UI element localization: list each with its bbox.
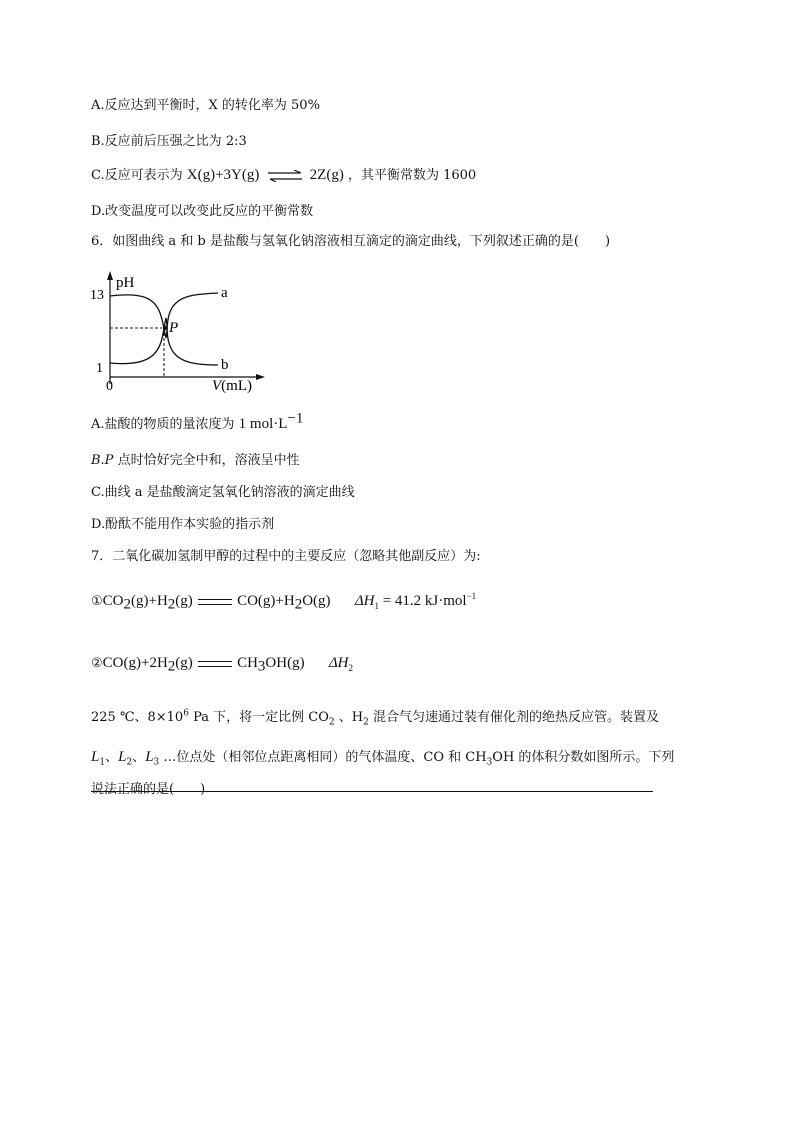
y-axis-label: pH [116,275,135,291]
reaction-2-right-b: OH(g) [265,655,305,671]
reaction-1 [91,592,476,611]
q7-conditions-d: 混合气匀速通过装有催化剂的绝热反应管。装置及 [368,710,659,725]
point-p-label: P [169,320,179,336]
sub-3: 3 [257,658,266,675]
q7-sub-co2: 2 [328,717,335,728]
delta-h2 [329,655,353,671]
q7-conditions-b: Pa 下，将一定比例 CO [188,710,329,725]
q6-option-a-exponent: −1 [287,410,304,427]
equals-double-line-icon-2 [198,661,232,667]
q6-option-a-text: A.盐酸的物质的量浓度为 [91,417,235,432]
l2-symbol: L [118,749,127,765]
curve-b [110,318,218,365]
delta-h1-sub: 1 [374,601,379,611]
bottom-rule [91,791,653,792]
sub-2: 2 [123,596,131,613]
reaction-2-mark: ② [91,656,103,671]
q5-option-c-suffix: ，其平衡常数为 1600 [347,168,477,183]
reaction-2-right-a: CH [237,655,258,671]
l1-sub: 1 [99,757,106,768]
y-axis-arrow-icon [107,271,113,280]
reaction-1-mark: ① [91,594,103,609]
equilibrium-arrow-icon [266,170,304,182]
l3-sub: 3 [153,757,160,768]
reaction-2-left-a: CO(g)+2H [102,655,168,671]
q6-option-d: D.酚酞不能用作本实验的指示剂 [91,517,275,532]
q7-paragraph-line-3: 说法正确的是( ) [91,782,206,797]
q6-option-b-rest: 点时恰好完全中和，溶液呈中性 [113,453,300,468]
point-p-marker [163,326,167,330]
q6-option-b [91,452,300,470]
q7-conditions-a: 225 ℃、8×10 [91,710,184,725]
q6-option-a-value: 1 mol·L [238,416,288,432]
q6-option-a [91,410,304,434]
origin-label: 0 [106,379,113,394]
q5-option-b: B.反应前后压强之比为 2:3 [91,134,247,149]
x-axis-label-var: V [212,378,222,394]
delta-h1-exponent: −1 [466,591,477,601]
l1-symbol: L [91,749,100,765]
q5-option-c [91,166,476,185]
q7-sub-h2: 2 [363,717,369,728]
reaction-2-left-b: (g) [175,655,193,671]
q7-paragraph-line-1 [91,709,659,727]
titration-curve-graph [88,266,268,396]
delta-h2-sub: 2 [348,663,353,673]
delta-h1-value: = 41.2 kJ·mol [378,593,467,609]
x-axis-arrow-icon [256,374,265,380]
q7-sub-ch3: 3 [486,757,493,768]
q7-conditions-exp: 6 [183,708,189,719]
q5-equation-left: X(g)+3Y(g) [186,167,260,183]
l3-symbol: L [145,749,154,765]
sub-2c: 2 [294,596,303,613]
q7-stem: 7．二氧化碳加氢制甲醇的过程中的主要反应（忽略其他副反应）为: [91,549,481,564]
q5-option-c-prefix: C.反应可表示为 [91,168,183,183]
q7-conditions-c: 、H [334,710,364,725]
curve-a-label: a [221,285,228,301]
sub-2d: 2 [167,658,176,675]
delta-h2-symbol: ΔH [328,655,349,671]
delta-h1 [355,593,476,609]
q6-option-b-label: B.P [91,453,114,468]
reaction-1-right-b: O(g) [302,593,331,609]
q6-stem: 6．如图曲线 a 和 b 是盐酸与氢氧化钠溶液相互滴定的滴定曲线，下列叙述正确的是( ) [91,234,611,249]
x-axis-label [212,378,252,394]
equals-double-line-icon [198,599,232,605]
q5-option-d: D.改变温度可以改变此反应的平衡常数 [91,204,314,219]
q6-option-c: C.曲线 a 是盐酸滴定氢氧化钠溶液的滴定曲线 [91,485,355,500]
q5-equation-right: 2Z(g) [309,167,344,183]
reaction-2 [91,654,353,673]
tick-13-label: 13 [90,288,104,303]
reaction-1-left-b-state: (g) [175,593,193,609]
x-axis-label-unit: (mL) [221,378,252,394]
tick-1-label: 1 [96,361,103,376]
l2-sub: 2 [126,757,133,768]
reaction-1-right-a: CO(g)+H [237,593,295,609]
sub-2b: 2 [167,596,176,613]
reaction-1-left-state: (g)+H [131,593,168,609]
delta-h1-symbol: ΔH [354,593,375,609]
q7-line2-rest-b: OH 的体积分数如图所示。下列 [492,750,675,765]
q7-line2-rest-a: …位点处（相邻位点距离相同）的气体温度、CO 和 CH [159,750,487,765]
q5-option-a: A.反应达到平衡时，X 的转化率为 50% [91,98,320,113]
curve-b-label: b [221,357,229,373]
q7-paragraph-line-2: $L_1$、$L_2$、$L_3$ …位点处（相邻位点距离相同）的气体温度、CO 和 $CH_3OH$ 的体积分数如图所示。下列 [91,749,675,768]
reaction-1-left-a: CO [102,593,124,609]
